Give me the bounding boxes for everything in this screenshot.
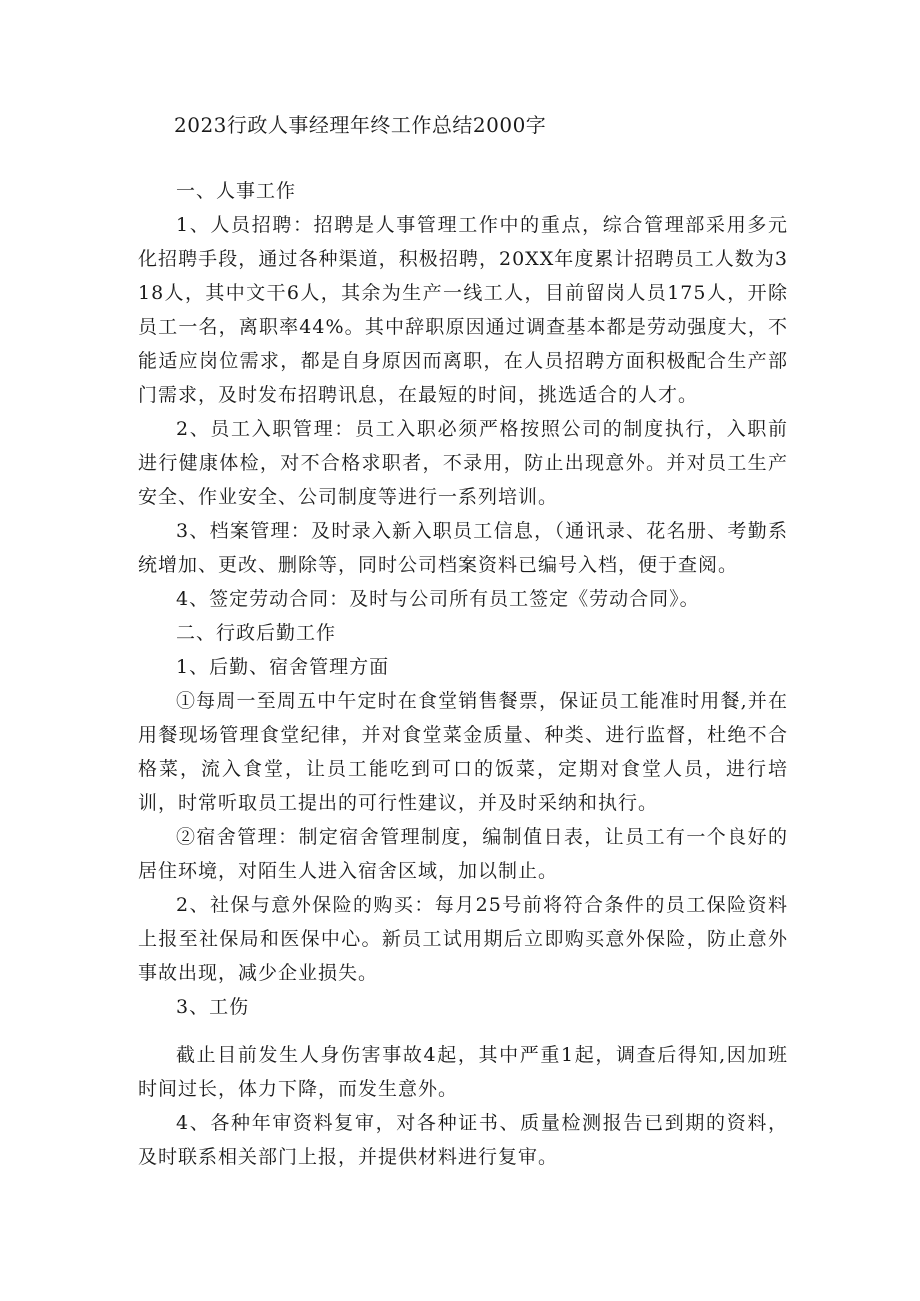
paragraph-injury-details: 截止目前发生人身伤害事故4起，其中严重1起，调查后得知,因加班时间过长，体力下降，而发生意外。	[138, 1044, 788, 1100]
spacer	[138, 1024, 788, 1038]
spacer	[138, 142, 788, 174]
paragraph-insurance: 2、社保与意外保险的购买：每月25号前将符合条件的员工保险资料上报至社保局和医保中心。新员工试用期后立即购买意外保险，防止意外事故出现，减少企业损失。	[138, 894, 788, 984]
paragraph-annual-review: 4、各种年审资料复审，对各种证书、质量检测报告已到期的资料，及时联系相关部门上报，并提供材料进行复审。	[138, 1112, 788, 1168]
paragraph-contracts: 4、签定劳动合同：及时与公司所有员工签定《劳动合同》。	[176, 588, 700, 610]
document-title: 2023行政人事经理年终工作总结2000字	[174, 113, 547, 137]
paragraph-onboarding: 2、员工入职管理：员工入职必须严格按照公司的制度执行，入职前进行健康体检，对不合格求职者，不录用，防止出现意外。并对员工生产安全、作业安全、公司制度等进行一系列培训。	[138, 418, 788, 508]
paragraph-archives: 3、档案管理：及时录入新入职员工信息，（通讯录、花名册、考勤系统增加、更改、删除等，同时公司档案资料已编号入档，便于查阅。	[138, 520, 788, 576]
paragraph-recruitment: 1、人员招聘：招聘是人事管理工作中的重点，综合管理部采用多元化招聘手段，通过各种渠道，积极招聘，20XX年度累计招聘员工人数为318人，其中文干6人，其余为生产一线工人，目前留岗人员175人，开除员工一名，离职率44%。其中辞职原因通过调查基本都是劳动强度大，不能适应岗位需求，都是自身原因而离职，在人员招聘方面积极配合生产部门需求，及时发布招聘讯息，在最短的时间，挑选适合的人才。	[138, 214, 788, 406]
subheading-work-injury: 3、工伤	[176, 996, 250, 1018]
paragraph-dormitory: ②宿舍管理：制定宿舍管理制度，编制值日表，让员工有一个良好的居住环境，对陌生人进入宿舍区域，加以制止。	[138, 826, 788, 882]
section-heading-admin: 二、行政后勤工作	[176, 622, 337, 644]
paragraph-canteen: ①每周一至周五中午定时在食堂销售餐票，保证员工能准时用餐,并在用餐现场管理食堂纪律，并对食堂菜金质量、种类、进行监督，杜绝不合格菜，流入食堂，让员工能吃到可口的饭菜，定期对食堂人员，进行培训，时常听取员工提出的可行性建议，并及时采纳和执行。	[138, 690, 788, 814]
document-body	[138, 108, 788, 1174]
subheading-logistics: 1、后勤、宿舍管理方面	[176, 656, 390, 678]
section-heading-hr: 一、人事工作	[176, 180, 297, 202]
